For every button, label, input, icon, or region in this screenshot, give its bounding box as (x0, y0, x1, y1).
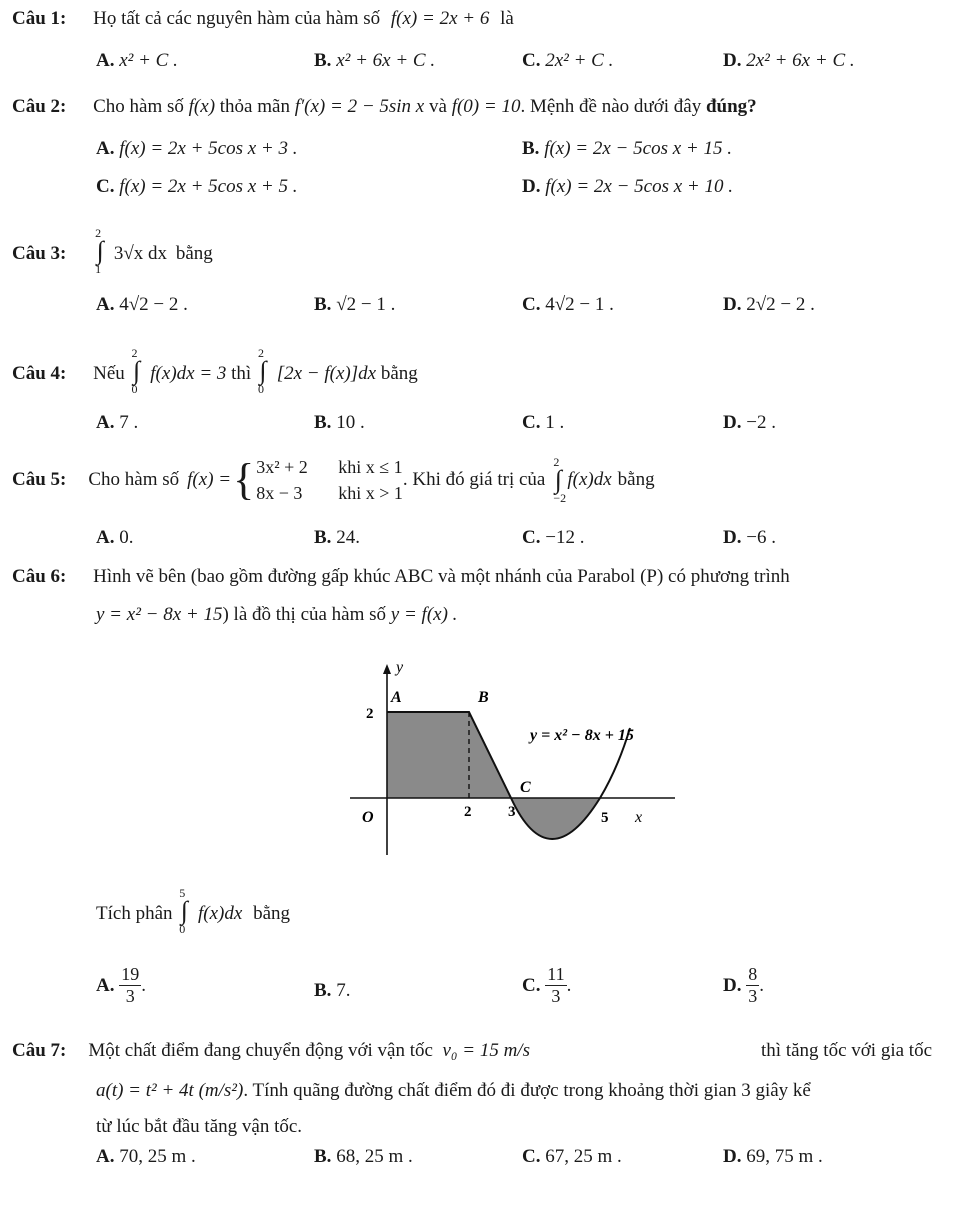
q4-upper2: 2 (257, 346, 264, 360)
graph-shaded-region-lower (511, 798, 600, 839)
q6-line2-rest: ) là đồ thị của hàm số (222, 604, 387, 625)
q4-opt-b-key: B. (314, 412, 332, 433)
q4-then: thì (231, 363, 252, 384)
q4-opt-c-key: C. (522, 412, 541, 433)
q5-integral: 2 ∫ −2 (553, 454, 567, 505)
q2-bold: đúng (705, 96, 748, 117)
q4-opt-b-text: 10 . (336, 412, 365, 433)
q7-opt-b-key: B. (314, 1146, 332, 1167)
q6-opt-d-key: D. (723, 974, 742, 996)
q5-opt-b-text: 24. (336, 527, 360, 548)
q6-opt-d-num: 8 (748, 964, 758, 984)
q6-lower: 0 (179, 922, 186, 936)
q6-opt-d-end: . (759, 974, 764, 996)
q2-opt-d-text: f(x) = 2x − 5cos x + 10 . (545, 176, 734, 197)
q3-lower: 1 (95, 262, 102, 276)
q2-option-d[interactable] (522, 176, 733, 198)
q5-option-d[interactable] (723, 527, 776, 549)
q5-case2-cond: khi x > 1 (338, 483, 403, 503)
q4-integrand2: [2x − f(x)]dx (276, 363, 377, 384)
q4-integrand1: f(x)dx = 3 (150, 363, 227, 384)
q1-opt-d-key: D. (723, 50, 742, 71)
q2-text3: và (429, 96, 447, 117)
q7-line2-rest: . Tính quãng đường chất điểm đó đi được trong khoảng thời gian 3 giây kể (243, 1080, 811, 1101)
q3-opt-a-text: 4√2 − 2 . (119, 294, 188, 315)
q1-opt-a-key: A. (96, 50, 115, 71)
q4-integral1: 2 ∫ 0 (131, 346, 141, 396)
q6-ask: Tích phân (96, 903, 173, 924)
q7-stem-line1 (12, 1040, 932, 1062)
q4-opt-d-text: −2 . (746, 412, 776, 433)
q4-opt-d-key: D. (723, 412, 742, 433)
q7-label: Câu 7: (12, 1040, 67, 1061)
q5-text1: Cho hàm số (88, 469, 180, 490)
q1-option-b[interactable] (314, 50, 435, 72)
q3-upper: 2 (95, 226, 102, 240)
q2-opt-b-text: f(x) = 2x − 5cos x + 15 . (544, 138, 732, 159)
q6-opt-b-text: 7. (336, 980, 351, 1001)
q5-stem (12, 454, 655, 506)
q5-case2-expr: 8x − 3 (256, 483, 303, 503)
q4-integral2: 2 ∫ 0 (257, 346, 267, 396)
q2-text2: thỏa mãn (219, 96, 290, 117)
q4-if: Nếu (93, 363, 125, 384)
q4-lower2: 0 (257, 382, 264, 396)
q1-text: Họ tất cả các nguyên hàm của hàm số (93, 8, 381, 29)
graph-tick-y2: 2 (366, 706, 374, 722)
q4-option-a[interactable] (96, 412, 138, 434)
q3-opt-b-key: B. (314, 294, 332, 315)
q5-fx: f(x) = (187, 469, 232, 490)
graph-tick-x2: 2 (464, 804, 472, 820)
q6-end: bằng (253, 903, 291, 924)
q5-integrand: f(x)dx (567, 469, 612, 490)
q6-stem-line1 (12, 566, 790, 588)
q4-lower1: 0 (131, 382, 138, 396)
q1-label: Câu 1: (12, 8, 67, 29)
q7-opt-a-text: 70, 25 m . (119, 1146, 196, 1167)
q4-opt-c-text: 1 . (545, 412, 565, 433)
q6-upper: 5 (179, 886, 186, 900)
q7-option-b[interactable] (314, 1146, 413, 1168)
q5-option-b[interactable] (314, 527, 360, 549)
q6-opt-c-num: 11 (547, 964, 565, 984)
q6-opt-d-fraction (746, 964, 759, 1007)
q6-opt-a-den: 3 (125, 986, 135, 1006)
graph-point-c: C (520, 779, 531, 796)
q5-option-a[interactable] (96, 527, 133, 549)
q6-label: Câu 6: (12, 566, 67, 587)
q3-option-d[interactable] (723, 294, 815, 316)
q2-fx: f(x) (188, 96, 216, 117)
graph-tick-x5: 5 (601, 810, 609, 826)
q4-stem (12, 346, 418, 396)
q3-opt-d-key: D. (723, 294, 742, 315)
q6-opt-a-fraction (119, 964, 141, 1007)
q7-stem-line2 (96, 1080, 811, 1102)
q3-option-a[interactable] (96, 294, 188, 316)
q3-opt-d-text: 2√2 − 2 . (746, 294, 815, 315)
q7-line3: từ lúc bắt đầu tăng vận tốc. (96, 1116, 303, 1137)
q3-opt-c-key: C. (522, 294, 541, 315)
q3-end: bằng (175, 243, 213, 264)
q5-cases (256, 454, 403, 506)
q7-option-a[interactable] (96, 1146, 196, 1168)
q4-option-d[interactable] (723, 412, 776, 434)
q2-option-a[interactable] (96, 138, 298, 160)
q2-opt-c-key: C. (96, 176, 115, 197)
q5-opt-c-text: −12 . (545, 527, 585, 548)
q5-upper: 2 (553, 454, 560, 469)
q4-upper1: 2 (131, 346, 138, 360)
q1-option-d[interactable] (723, 50, 855, 72)
q7-line1-end: thì tăng tốc với gia tốc (761, 1040, 932, 1061)
q6-option-a[interactable] (96, 964, 146, 1007)
q5-opt-d-key: D. (723, 527, 742, 548)
q7-line1: Một chất điểm đang chuyển động với vận tốc (88, 1040, 433, 1061)
q7-v0: v₀ = 15 m/s (442, 1040, 530, 1061)
q7-option-c[interactable] (522, 1146, 622, 1168)
graph-origin-label: O (362, 809, 374, 826)
q1-option-a[interactable] (96, 50, 178, 72)
q1-opt-b-text: x² + 6x + C . (336, 50, 436, 71)
q2-text1: Cho hàm số (93, 96, 184, 117)
q6-integral: 5 ∫ 0 (179, 886, 188, 936)
graph-point-a: A (391, 689, 402, 706)
q5-opt-c-key: C. (522, 527, 541, 548)
q7-opt-d-key: D. (723, 1146, 742, 1167)
q3-integrand: 3√x dx (113, 243, 168, 264)
q6-opt-c-fraction (545, 964, 566, 1007)
q1-opt-c-key: C. (522, 50, 541, 71)
q6-opt-c-end: . (566, 974, 572, 996)
q1-stem (12, 8, 514, 30)
q2-opt-d-key: D. (522, 176, 541, 197)
q2-option-b[interactable] (522, 138, 732, 160)
q4-option-b[interactable] (314, 412, 365, 434)
q6-function: y = f(x) . (390, 604, 458, 625)
q7-opt-c-text: 67, 25 m . (545, 1146, 622, 1167)
q6-opt-a-end: . (141, 974, 146, 996)
q2-opt-a-text: f(x) = 2x + 5cos x + 3 . (119, 138, 298, 159)
q2-text4: . Mệnh đề nào dưới đây (520, 96, 702, 117)
graph-point-b: B (478, 689, 489, 706)
q2-derivative: f′(x) = 2 − 5sin x (294, 96, 425, 117)
graph-y-arrow (383, 664, 391, 674)
q6-equation: y = x² − 8x + 15 (96, 604, 223, 625)
q2-initial: f(0) = 10 (451, 96, 521, 117)
q7-option-d[interactable] (723, 1146, 823, 1168)
q5-end: bằng (617, 469, 655, 490)
q1-option-c[interactable] (522, 50, 613, 72)
q4-option-c[interactable] (522, 412, 564, 434)
q5-opt-a-text: 0. (119, 527, 134, 548)
q6-stem-line2 (96, 604, 457, 626)
q6-line1: Hình vẽ bên (bao gồm đường gấp khúc ABC và một nhánh của Parabol (P) có phương trình (93, 566, 790, 587)
q6-opt-c-key: C. (522, 974, 541, 996)
q5-label: Câu 5: (12, 469, 67, 490)
q3-label: Câu 3: (12, 243, 67, 264)
q2-opt-a-key: A. (96, 138, 115, 159)
q1-opt-d-text: 2x² + 6x + C . (746, 50, 855, 71)
q2-option-c[interactable] (96, 176, 298, 198)
q6-option-d[interactable] (723, 964, 764, 1007)
q1-end: là (500, 8, 514, 29)
q7-accel: a(t) = t² + 4t (m/s²) (96, 1080, 244, 1101)
q7-opt-b-text: 68, 25 m . (336, 1146, 413, 1167)
q5-case1-expr: 3x² + 2 (256, 457, 308, 477)
q1-opt-a-text: x² + C . (119, 50, 178, 71)
q3-option-b[interactable] (314, 294, 395, 316)
q3-stem (12, 226, 213, 276)
q6-opt-a-key: A. (96, 974, 115, 996)
q7-opt-a-key: A. (96, 1146, 115, 1167)
q2-label: Câu 2: (12, 96, 67, 117)
q6-graph (340, 650, 690, 860)
q4-end: bằng (380, 363, 418, 384)
q6-opt-b-key: B. (314, 980, 332, 1001)
q2-opt-b-key: B. (522, 138, 540, 159)
q6-option-b[interactable] (314, 980, 350, 1002)
graph-curve-label: y = x² − 8x + 15 (530, 727, 634, 744)
q5-brace: { (233, 455, 255, 504)
q5-opt-d-text: −6 . (746, 527, 776, 548)
q5-case1-cond: khi x ≤ 1 (338, 457, 403, 477)
q7-opt-d-text: 69, 75 m . (746, 1146, 823, 1167)
q1-opt-b-key: B. (314, 50, 332, 71)
q5-opt-a-key: A. (96, 527, 115, 548)
graph-tick-x3: 3 (508, 804, 516, 820)
q3-opt-a-key: A. (96, 294, 115, 315)
q6-opt-c-den: 3 (551, 986, 561, 1006)
q2-opt-c-text: f(x) = 2x + 5cos x + 5 . (119, 176, 298, 197)
q3-integral-sign: 2 ∫ 1 (95, 226, 104, 276)
q3-option-c[interactable] (522, 294, 614, 316)
q6-integrand: f(x)dx (198, 903, 243, 924)
q7-stem-line3 (96, 1116, 302, 1138)
q5-option-c[interactable] (522, 527, 584, 549)
q6-question (96, 886, 291, 936)
q3-opt-c-text: 4√2 − 1 . (545, 294, 614, 315)
q1-function: f(x) = 2x + 6 (390, 8, 490, 29)
graph-shaded-region-upper (387, 712, 511, 798)
q5-lower: −2 (553, 490, 567, 505)
q4-opt-a-text: 7 . (119, 412, 139, 433)
q4-opt-a-key: A. (96, 412, 115, 433)
q1-opt-c-text: 2x² + C . (545, 50, 614, 71)
graph-x-label: x (635, 809, 643, 826)
q6-option-c[interactable] (522, 964, 571, 1007)
q2-stem (12, 96, 757, 118)
q3-opt-b-text: √2 − 1 . (336, 294, 396, 315)
q7-opt-c-key: C. (522, 1146, 541, 1167)
q6-opt-a-num: 19 (121, 964, 140, 984)
q5-opt-b-key: B. (314, 527, 332, 548)
q5-text2: . Khi đó giá trị của (402, 469, 546, 490)
q2-qmark: ? (747, 96, 757, 117)
q4-label: Câu 4: (12, 363, 67, 384)
q6-opt-d-den: 3 (748, 986, 758, 1006)
graph-y-label: y (396, 659, 404, 676)
